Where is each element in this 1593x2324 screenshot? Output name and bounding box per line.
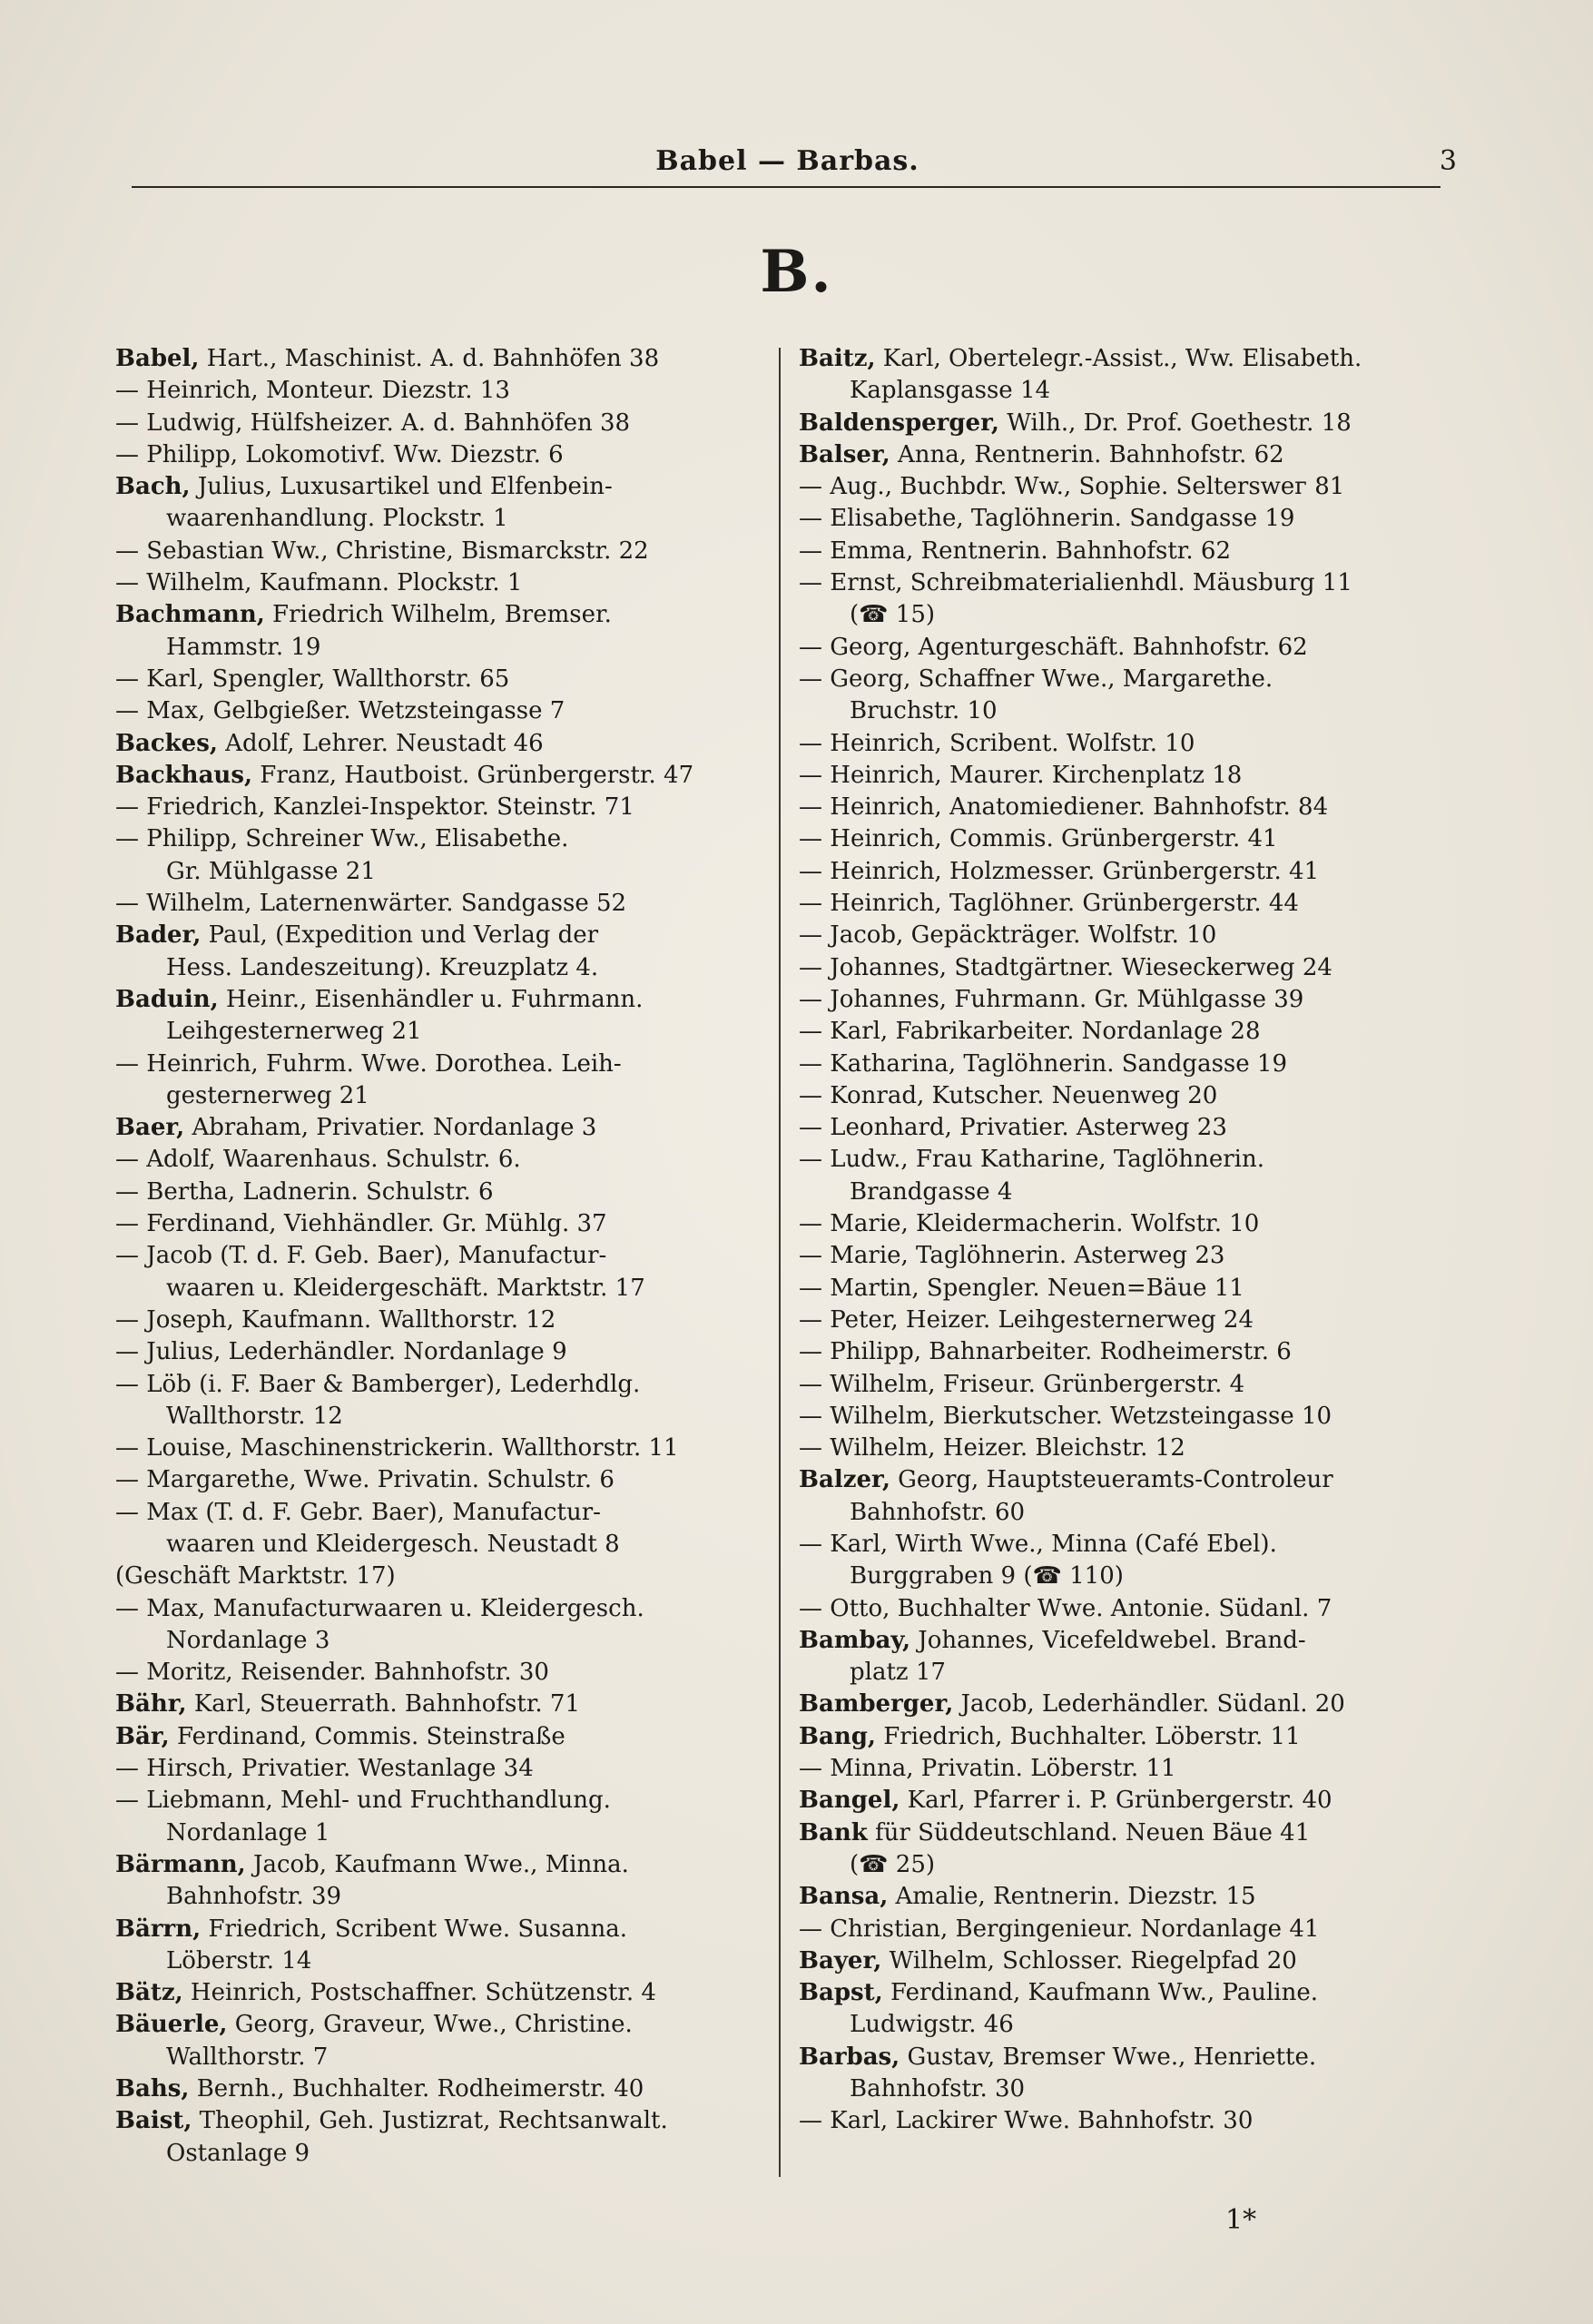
directory-entry <box>115 888 751 920</box>
entry-details: Jacob, Lederhändler. Südanl. 20 <box>960 1690 1345 1718</box>
directory-entry <box>799 920 1452 951</box>
entry-details: — Emma, Rentnerin. Bahnhofstr. 62 <box>799 537 1231 565</box>
directory-entry <box>799 471 1452 503</box>
directory-entry <box>115 1144 751 1176</box>
entry-surname: Bach, <box>115 473 191 501</box>
entry-details: — Max, Gelbgießer. Wetzsteingasse 7 <box>115 697 565 725</box>
entry-details: — Hirsch, Privatier. Westanlage 34 <box>115 1755 534 1783</box>
entry-continuation: waaren und Kleidergesch. Neustadt 8 <box>166 1530 620 1558</box>
directory-entry <box>115 375 751 407</box>
entry-details: — Sebastian Ww., Christine, Bismarckstr. 22 <box>115 537 649 565</box>
entry-details: Karl, Steuerrath. Bahnhofstr. 71 <box>193 1690 581 1718</box>
entry-surname: Baist, <box>115 2107 192 2135</box>
directory-entry <box>799 1977 1452 2042</box>
entry-details: — Jacob, Gepäckträger. Wolfstr. 10 <box>799 921 1217 950</box>
directory-entry <box>799 760 1452 792</box>
entry-surname: Bäuerle, <box>115 2011 228 2039</box>
entry-continuation: Bahnhofstr. 39 <box>166 1883 342 1911</box>
directory-entry <box>799 1945 1452 1977</box>
entry-details: — Marie, Taglöhnerin. Asterweg 23 <box>799 1242 1225 1270</box>
entry-details: — Wilhelm, Friseur. Grünbergerstr. 4 <box>799 1370 1245 1398</box>
directory-entry <box>115 1208 751 1240</box>
entry-surname: Baldensperger, <box>799 409 999 437</box>
entry-surname: Backes, <box>115 729 218 757</box>
directory-entry <box>799 503 1452 535</box>
entry-details: — Ernst, Schreibmaterialienhdl. Mäusburg 11 <box>799 569 1352 597</box>
entry-continuation: (☎ 15) <box>850 601 936 629</box>
entry-details: Ferdinand, Kaufmann Ww., Pauline. <box>890 1979 1319 2007</box>
entry-surname: Bapst, <box>799 1979 883 2007</box>
directory-entry <box>115 664 751 695</box>
signature-mark: 1* <box>1225 2204 1257 2236</box>
entry-continuation: Wallthorstr. 7 <box>166 2043 329 2071</box>
entry-details: — Heinrich, Monteur. Diezstr. 13 <box>115 377 510 405</box>
directory-entry <box>115 1336 751 1368</box>
entry-details: Bernh., Buchhalter. Rodheimerstr. 40 <box>196 2075 644 2103</box>
directory-entry <box>115 2009 751 2073</box>
entry-details: — Wilhelm, Heizer. Bleichstr. 12 <box>799 1434 1185 1462</box>
directory-entry <box>799 632 1452 664</box>
entry-continuation: Bruchstr. 10 <box>850 697 998 725</box>
entry-details: — Georg, Schaffner Wwe., Margarethe. <box>799 665 1273 693</box>
entry-surname: Bähr, <box>115 1690 187 1718</box>
directory-entry <box>115 1721 751 1753</box>
directory-entry <box>115 695 751 727</box>
directory-entry <box>799 664 1452 728</box>
entry-details: Gustav, Bremser Wwe., Henriette. <box>907 2043 1317 2071</box>
entry-continuation: Löberstr. 14 <box>166 1946 312 1974</box>
entry-details: — Max, Manufacturwaaren u. Kleidergesch. <box>115 1594 644 1622</box>
directory-entry <box>115 760 751 792</box>
directory-entry <box>115 567 751 599</box>
entry-details: — Peter, Heizer. Leihgesternerweg 24 <box>799 1305 1254 1334</box>
directory-entry <box>799 728 1452 760</box>
directory-entry <box>115 2073 751 2105</box>
directory-entry <box>115 1977 751 2009</box>
entry-details: Johannes, Vicefeldwebel. Brand- <box>918 1626 1306 1654</box>
entry-details: — Martin, Spengler. Neuen=Bäue 11 <box>799 1274 1244 1302</box>
entry-details: Friedrich, Scribent Wwe. Susanna. <box>208 1915 628 1943</box>
entry-continuation: Kaplansgasse 14 <box>850 377 1051 405</box>
entry-continuation: waarenhandlung. Plockstr. 1 <box>166 505 508 533</box>
entry-details: Paul, (Expedition und Verlag der <box>208 921 599 950</box>
entry-details: — Louise, Maschinenstrickerin. Wallthorstr. 11 <box>115 1434 679 1462</box>
directory-entry <box>115 823 751 888</box>
directory-entry <box>799 1593 1452 1625</box>
directory-entry <box>799 439 1452 471</box>
directory-entry <box>115 1177 751 1208</box>
entry-surname: Bank <box>799 1818 868 1846</box>
page-number: 3 <box>1439 145 1457 177</box>
entry-details: — Joseph, Kaufmann. Wallthorstr. 12 <box>115 1305 556 1334</box>
column-divider <box>779 348 781 2177</box>
header-rule <box>132 186 1441 188</box>
directory-entry <box>799 408 1452 439</box>
entry-details: — Heinrich, Holzmesser. Grünbergerstr. 41 <box>799 857 1320 885</box>
entry-continuation: Wallthorstr. 12 <box>166 1402 343 1430</box>
entry-details: — Elisabethe, Taglöhnerin. Sandgasse 19 <box>799 505 1295 533</box>
entry-details: — Moritz, Reisender. Bahnhofstr. 30 <box>115 1659 549 1687</box>
entry-surname: Babel, <box>115 345 200 372</box>
directory-entry <box>115 1112 751 1144</box>
entry-details: — Heinrich, Maurer. Kirchenplatz 18 <box>799 761 1243 789</box>
directory-entry <box>115 1753 751 1785</box>
entry-surname: Bansa, <box>799 1883 889 1911</box>
entry-details: — Wilhelm, Laternenwärter. Sandgasse 52 <box>115 890 627 918</box>
entry-surname: Bahs, <box>115 2075 190 2103</box>
directory-entry <box>799 343 1452 408</box>
entry-details: — Karl, Wirth Wwe., Minna (Café Ebel). <box>799 1530 1277 1558</box>
directory-entry <box>115 471 751 536</box>
entry-surname: Barbas, <box>799 2043 900 2071</box>
entry-details: — Aug., Buchbdr. Ww., Sophie. Selterswег 81 <box>799 473 1345 501</box>
entry-details: — Wilhelm, Kaufmann. Plockstr. 1 <box>115 569 523 597</box>
directory-entry <box>799 1112 1452 1144</box>
entry-details: — Philipp, Schreiner Ww., Elisabethe. <box>115 825 569 853</box>
entry-continuation: Burggraben 9 (☎ 110) <box>850 1562 1124 1590</box>
entry-details: für Süddeutschland. Neuen Bäue 41 <box>875 1818 1311 1846</box>
entry-surname: Baitz, <box>799 345 876 372</box>
directory-entry <box>799 1240 1452 1272</box>
directory-entry <box>115 1914 751 1978</box>
directory-entry <box>799 1208 1452 1240</box>
entry-details: — Johannes, Stadtgärtner. Wieseckerweg 24 <box>799 953 1332 981</box>
entry-surname: Bangel, <box>799 1787 900 1815</box>
entry-details: — Jacob (T. d. F. Geb. Baer), Manufactur- <box>115 1242 607 1270</box>
directory-entry <box>115 343 751 375</box>
entry-continuation: Hammstr. 19 <box>166 633 321 661</box>
entry-surname: Bärrn, <box>115 1915 202 1943</box>
entry-continuation: Hess. Landeszeitung). Kreuzplatz 4. <box>166 953 599 981</box>
directory-entry <box>799 1721 1452 1753</box>
entry-details: — Ludw., Frau Katharine, Taglöhnerin. <box>799 1146 1264 1174</box>
entry-details: Julius, Luxusartikel und Elfenbein- <box>197 473 613 501</box>
entry-details: — Heinrich, Fuhrm. Wwe. Dorothea. Leih- <box>115 1049 622 1078</box>
entry-details: Amalie, Rentnerin. Diezstr. 15 <box>895 1883 1256 1911</box>
entry-details: — Bertha, Ladnerin. Schulstr. 6 <box>115 1177 494 1206</box>
entry-continuation: platz 17 <box>850 1659 946 1687</box>
entry-continuation: waaren u. Kleidergeschäft. Marktstr. 17 <box>166 1274 645 1302</box>
entry-surname: Bader, <box>115 921 202 950</box>
directory-entry <box>799 1914 1452 1945</box>
section-letter: B. <box>760 238 833 306</box>
right-column <box>799 343 1452 2138</box>
entry-continuation: Nordanlage 3 <box>166 1626 330 1654</box>
directory-entry <box>799 952 1452 984</box>
entry-continuation: (☎ 25) <box>850 1850 936 1878</box>
entry-surname: Bätz, <box>115 1979 183 2007</box>
directory-entry <box>115 408 751 439</box>
entry-details: Karl, Pfarrer i. P. Grünbergerstr. 40 <box>907 1787 1332 1815</box>
directory-entry <box>799 1625 1452 1689</box>
entry-details: Friedrich, Buchhalter. Löberstr. 11 <box>883 1722 1301 1750</box>
directory-entry <box>115 1433 751 1464</box>
entry-continuation: Nordanlage 1 <box>166 1818 330 1846</box>
directory-entry <box>799 1016 1452 1048</box>
directory-entry <box>799 1464 1452 1529</box>
directory-entry <box>115 439 751 471</box>
entry-details: Adolf, Lehrer. Neustadt 46 <box>225 729 544 757</box>
directory-entry <box>799 1881 1452 1913</box>
entry-surname: Balzer, <box>799 1466 890 1494</box>
directory-entry <box>115 1561 751 1592</box>
directory-entry <box>799 1336 1452 1368</box>
directory-entry <box>799 2042 1452 2106</box>
directory-entry <box>799 1689 1452 1720</box>
entry-surname: Bachmann, <box>115 601 265 629</box>
entry-details: Georg, Graveur, Wwe., Christine. <box>234 2011 633 2039</box>
entry-details: — Marie, Kleidermacherin. Wolfstr. 10 <box>799 1210 1260 1238</box>
entry-details: — Ferdinand, Viehhändler. Gr. Mühlg. 37 <box>115 1210 607 1238</box>
entry-details: — Heinrich, Scribent. Wolfstr. 10 <box>799 729 1195 757</box>
entry-continuation: Bahnhofstr. 60 <box>850 1498 1026 1526</box>
entry-details: — Liebmann, Mehl- und Fruchthandlung. <box>115 1787 611 1815</box>
directory-entry <box>115 1657 751 1689</box>
directory-entry <box>799 1433 1452 1464</box>
entry-details: Anna, Rentnerin. Bahnhofstr. 62 <box>898 440 1284 468</box>
directory-entry <box>115 1497 751 1561</box>
entry-details: Franz, Hautboist. Grünbergerstr. 47 <box>260 761 694 789</box>
entry-details: Wilh., Dr. Prof. Goethestr. 18 <box>1007 409 1352 437</box>
directory-entry <box>799 536 1452 567</box>
entry-surname: Balser, <box>799 440 890 468</box>
entry-details: — Leonhard, Privatier. Asterweg 23 <box>799 1114 1227 1142</box>
directory-entry <box>115 1593 751 1658</box>
entry-details: — Friedrich, Kanzlei-Inspektor. Steinstr. 71 <box>115 793 634 822</box>
directory-entry <box>799 567 1452 632</box>
entry-surname: Bamberger, <box>799 1690 954 1718</box>
entry-details: — Katharina, Taglöhnerin. Sandgasse 19 <box>799 1049 1288 1078</box>
directory-entry <box>799 1369 1452 1401</box>
entry-surname: Baer, <box>115 1114 185 1142</box>
directory-entry <box>115 1849 751 1914</box>
entry-details: — Julius, Lederhändler. Nordanlage 9 <box>115 1338 567 1366</box>
entry-details: Friedrich Wilhelm, Bremser. <box>272 601 612 629</box>
entry-details: Hart., Maschinist. A. d. Bahnhöfen 38 <box>206 345 660 372</box>
entry-details: Karl, Obertelegr.-Assist., Ww. Elisabeth. <box>882 345 1362 372</box>
entry-details: — Karl, Spengler, Wallthorstr. 65 <box>115 665 510 693</box>
entry-details: — Karl, Lackirer Wwe. Bahnhofstr. 30 <box>799 2107 1254 2135</box>
entry-details: — Christian, Bergingenieur. Nordanlage 41 <box>799 1915 1320 1943</box>
entry-continuation: Leihgesternerweg 21 <box>166 1018 422 1046</box>
directory-entry <box>799 2105 1452 2137</box>
directory-entry <box>799 1144 1452 1208</box>
directory-entry <box>115 1369 751 1433</box>
entry-surname: Baduin, <box>115 985 219 1013</box>
entry-details: Heinrich, Postschaffner. Schützenstr. 4 <box>190 1979 656 2007</box>
directory-entry <box>799 856 1452 888</box>
entry-surname: Bayer, <box>799 1946 882 1974</box>
entry-surname: Backhaus, <box>115 761 253 789</box>
entry-continuation: Ludwigstr. 46 <box>850 2011 1014 2039</box>
entry-details: — Karl, Fabrikarbeiter. Nordanlage 28 <box>799 1018 1261 1046</box>
running-title: Babel — Barbas. <box>655 145 919 177</box>
directory-entry <box>115 792 751 823</box>
entry-details: — Heinrich, Taglöhner. Grünbergerstr. 44 <box>799 890 1299 918</box>
entry-details: Abraham, Privatier. Nordanlage 3 <box>192 1114 597 1142</box>
entry-details: — Wilhelm, Bierkutscher. Wetzsteingasse 10 <box>799 1402 1332 1430</box>
entry-continuation: gesternerweg 21 <box>166 1081 369 1109</box>
entry-details: — Adolf, Waarenhaus. Schulstr. 6. <box>115 1146 521 1174</box>
entry-details: (Geschäft Marktstr. 17) <box>115 1562 396 1590</box>
entry-details: Heinr., Eisenhändler u. Fuhrmann. <box>226 985 644 1013</box>
directory-entry <box>115 1689 751 1720</box>
directory-entry <box>115 1305 751 1336</box>
directory-entry <box>115 1785 751 1849</box>
entry-continuation: Ostanlage 9 <box>166 2139 310 2167</box>
entry-details: — Philipp, Bahnarbeiter. Rodheimerstr. 6 <box>799 1338 1292 1366</box>
directory-entry <box>115 2105 751 2170</box>
directory-entry <box>799 1529 1452 1593</box>
directory-entry <box>115 536 751 567</box>
entry-details: — Konrad, Kutscher. Neuenweg 20 <box>799 1081 1218 1109</box>
directory-entry <box>799 1305 1452 1336</box>
entry-surname: Bär, <box>115 1722 170 1750</box>
directory-entry <box>115 1240 751 1305</box>
directory-entry <box>115 728 751 760</box>
directory-entry <box>115 984 751 1049</box>
entry-details: Jacob, Kaufmann Wwe., Minna. <box>253 1850 629 1878</box>
entry-details: — Otto, Buchhalter Wwe. Antonie. Südanl. 7 <box>799 1594 1332 1622</box>
directory-entry <box>799 1785 1452 1817</box>
entry-details: — Philipp, Lokomotivf. Ww. Diezstr. 6 <box>115 440 564 468</box>
entry-details: Wilhelm, Schlosser. Riegelpfad 20 <box>889 1946 1297 1974</box>
directory-entry <box>799 888 1452 920</box>
entry-details: — Minna, Privatin. Löberstr. 11 <box>799 1755 1176 1783</box>
entry-details: Ferdinand, Commis. Steinstraße <box>176 1722 565 1750</box>
directory-entry <box>115 599 751 664</box>
directory-entry <box>799 1049 1452 1080</box>
directory-entry <box>115 1049 751 1113</box>
entry-surname: Bambay, <box>799 1626 911 1654</box>
entry-details: — Ludwig, Hülfsheizer. A. d. Bahnhöfen 38 <box>115 409 631 437</box>
entry-surname: Bang, <box>799 1722 876 1750</box>
directory-entry <box>799 1273 1452 1305</box>
entry-surname: Bärmann, <box>115 1850 246 1878</box>
entry-details: — Heinrich, Anatomiediener. Bahnhofstr. 84 <box>799 793 1329 822</box>
directory-entry <box>115 1464 751 1496</box>
entry-continuation: Bahnhofstr. 30 <box>850 2075 1026 2103</box>
directory-entry <box>799 1401 1452 1433</box>
directory-entry <box>799 1817 1452 1882</box>
entry-details: — Max (T. d. F. Gebr. Baer), Manufactur- <box>115 1498 601 1526</box>
directory-entry <box>799 823 1452 855</box>
directory-entry <box>115 920 751 984</box>
directory-entry <box>799 984 1452 1016</box>
entry-details: — Johannes, Fuhrmann. Gr. Mühlgasse 39 <box>799 985 1304 1013</box>
entry-details: Theophil, Geh. Justizrat, Rechtsanwalt. <box>199 2107 668 2135</box>
left-column <box>115 343 751 2170</box>
directory-entry <box>799 1080 1452 1112</box>
entry-details: Georg, Hauptsteueramts-Controleur <box>898 1466 1333 1494</box>
entry-details: — Heinrich, Commis. Grünbergerstr. 41 <box>799 825 1278 853</box>
directory-entry <box>799 1753 1452 1785</box>
entry-details: — Georg, Agenturgeschäft. Bahnhofstr. 62 <box>799 633 1308 661</box>
entry-details: — Margarethe, Wwe. Privatin. Schulstr. 6 <box>115 1466 615 1494</box>
running-head <box>127 145 1457 182</box>
entry-details: — Löb (i. F. Baer & Bamberger), Lederhdlg. <box>115 1370 641 1398</box>
directory-entry <box>799 792 1452 823</box>
entry-continuation: Gr. Mühlgasse 21 <box>166 857 376 885</box>
entry-continuation: Brandgasse 4 <box>850 1177 1013 1206</box>
